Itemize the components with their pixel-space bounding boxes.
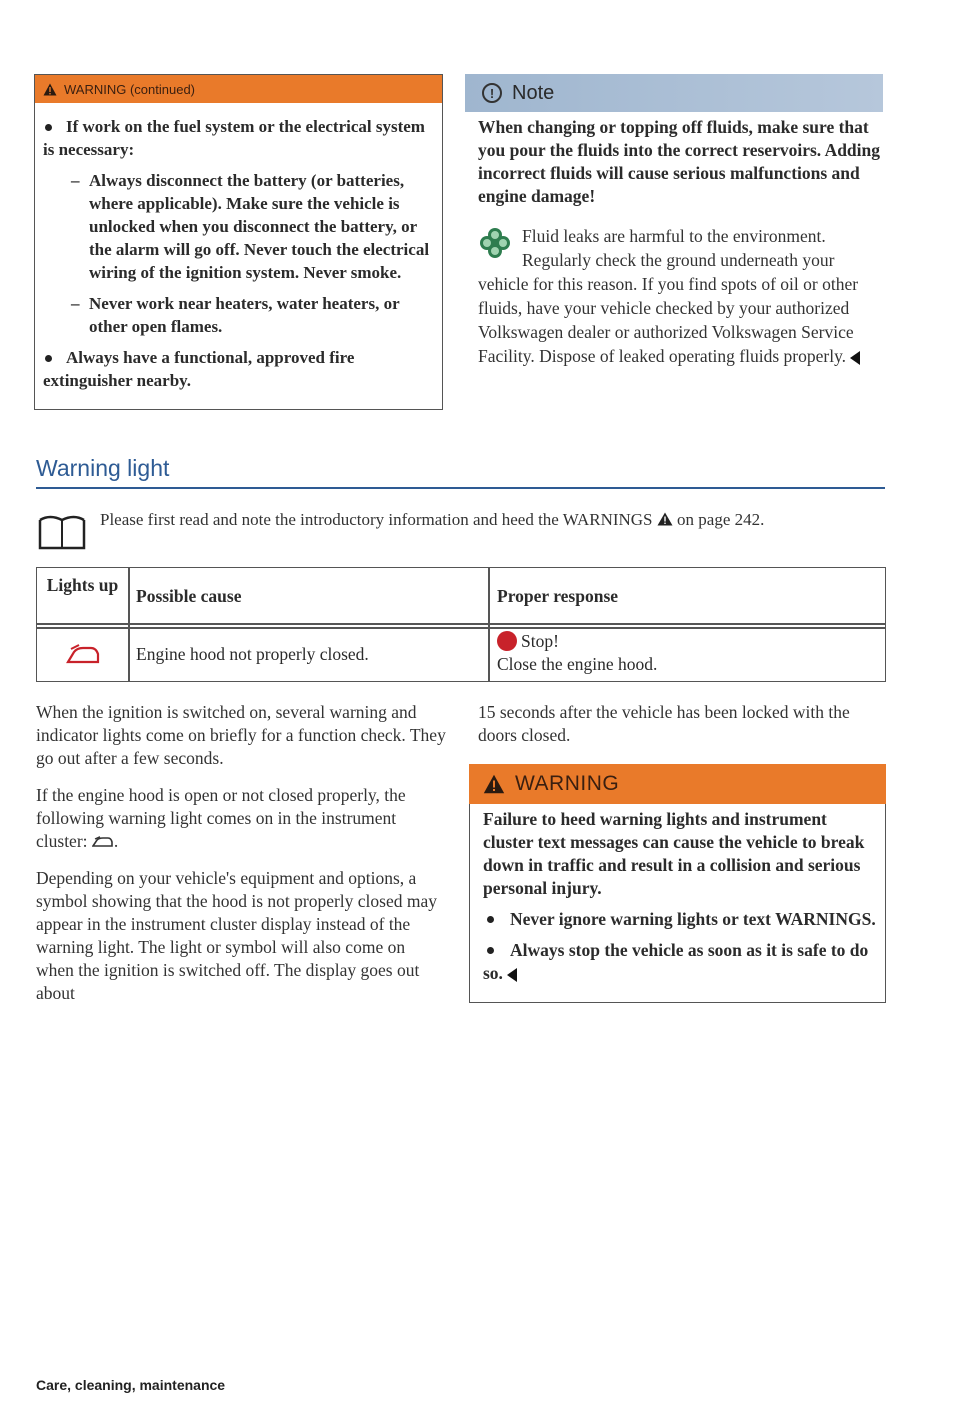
note-title: Note — [512, 81, 555, 104]
engine-hood-warning-icon — [65, 644, 101, 666]
warning-continued-title: WARNING (continued) — [64, 81, 195, 97]
stop-icon — [497, 631, 517, 651]
paragraph: If the engine hood is open or not closed properly, the following warning light comes on in the instrument cluster: . — [36, 785, 406, 851]
list-item: Always have a functional, approved fire extinguisher nearby. — [43, 348, 355, 390]
list-item: Always stop the vehicle as soon as it is safe to do so. — [483, 940, 869, 983]
warning-light-table — [36, 567, 886, 682]
warning-triangle-icon — [483, 774, 505, 794]
bullet-icon — [487, 916, 494, 923]
right-column-text: 15 seconds after the vehicle has been locked with the doors closed. — [478, 702, 850, 745]
engine-hood-icon — [92, 836, 114, 848]
warning-body — [483, 808, 881, 993]
section-title: Warning light — [36, 455, 170, 481]
book-icon — [36, 512, 88, 552]
environment-flower-icon — [478, 226, 512, 260]
table-header-lights-up: Lights up — [46, 575, 119, 595]
bullet-icon — [487, 947, 494, 954]
left-column — [36, 701, 446, 1019]
note-header — [465, 74, 883, 112]
list-item: – Always disconnect the battery (or batteries, where applicable). Make sure the vehicle is unlocked when you disconnect the battery, or the alarm will go off. Never touch the electrical wiring of the ignition system. Never smoke. — [71, 171, 430, 282]
warning-continued-header — [35, 75, 442, 103]
bullet-icon — [45, 355, 52, 362]
warning-triangle-icon — [657, 512, 673, 526]
environment-note: Fluid leaks are harmful to the environment. Regularly check the ground underneath your vehicle for this reason. If you find spots of oil or other fluids, have your vehicle checked by your authorized Volkswagen dealer or authorized Volkswagen Service Facility. Dispose of leaked operating fluids properly. — [478, 226, 859, 366]
intro-text: Please first read and note the introductory information and heed the WARNINGS on page 242. — [100, 510, 765, 529]
table-header-cause: Possible cause — [136, 586, 242, 606]
table-cell-cause: Engine hood not properly closed. — [136, 644, 369, 664]
list-item: – Never work near heaters, water heaters, or other open flames. — [71, 294, 400, 336]
list-item: If work on the fuel system or the electrical system is necessary: — [43, 117, 425, 159]
page-footer: Care, cleaning, maintenance — [36, 1377, 226, 1393]
info-icon: ! — [482, 83, 502, 103]
list-item: Never ignore warning lights or text WARNINGS. — [483, 908, 881, 931]
warning-title: WARNING — [515, 772, 620, 795]
table-cell-response: Stop! Close the engine hood. — [497, 631, 658, 674]
warning-continued-box — [34, 74, 443, 410]
paragraph: Depending on your vehicle's equipment and options, a symbol showing that the hood is not properly closed may appear in the instrument cluster display instead of the warning light. The light or symbol will also come on when the ignition is switched off. The display goes out about — [36, 868, 437, 1003]
end-marker-icon — [507, 968, 517, 982]
warning-triangle-icon — [43, 83, 57, 96]
section-divider — [36, 487, 885, 489]
warning-text: Failure to heed warning lights and instrument cluster text messages can cause the vehicle to break down in traffic and result in a collision and serious personal injury. — [483, 809, 865, 898]
paragraph: When the ignition is switched on, several warning and indicator lights come on briefly for a function check. They go out after a few seconds. — [36, 702, 446, 768]
table-header-response: Proper response — [497, 586, 619, 606]
warning-header — [469, 764, 886, 804]
note-text: When changing or topping off fluids, make sure that you pour the fluids into the correct reservoirs. Adding incorrect fluids will cause serious malfunctions and engine damage! — [478, 117, 881, 206]
end-marker-icon — [850, 351, 860, 365]
bullet-icon — [45, 124, 52, 131]
